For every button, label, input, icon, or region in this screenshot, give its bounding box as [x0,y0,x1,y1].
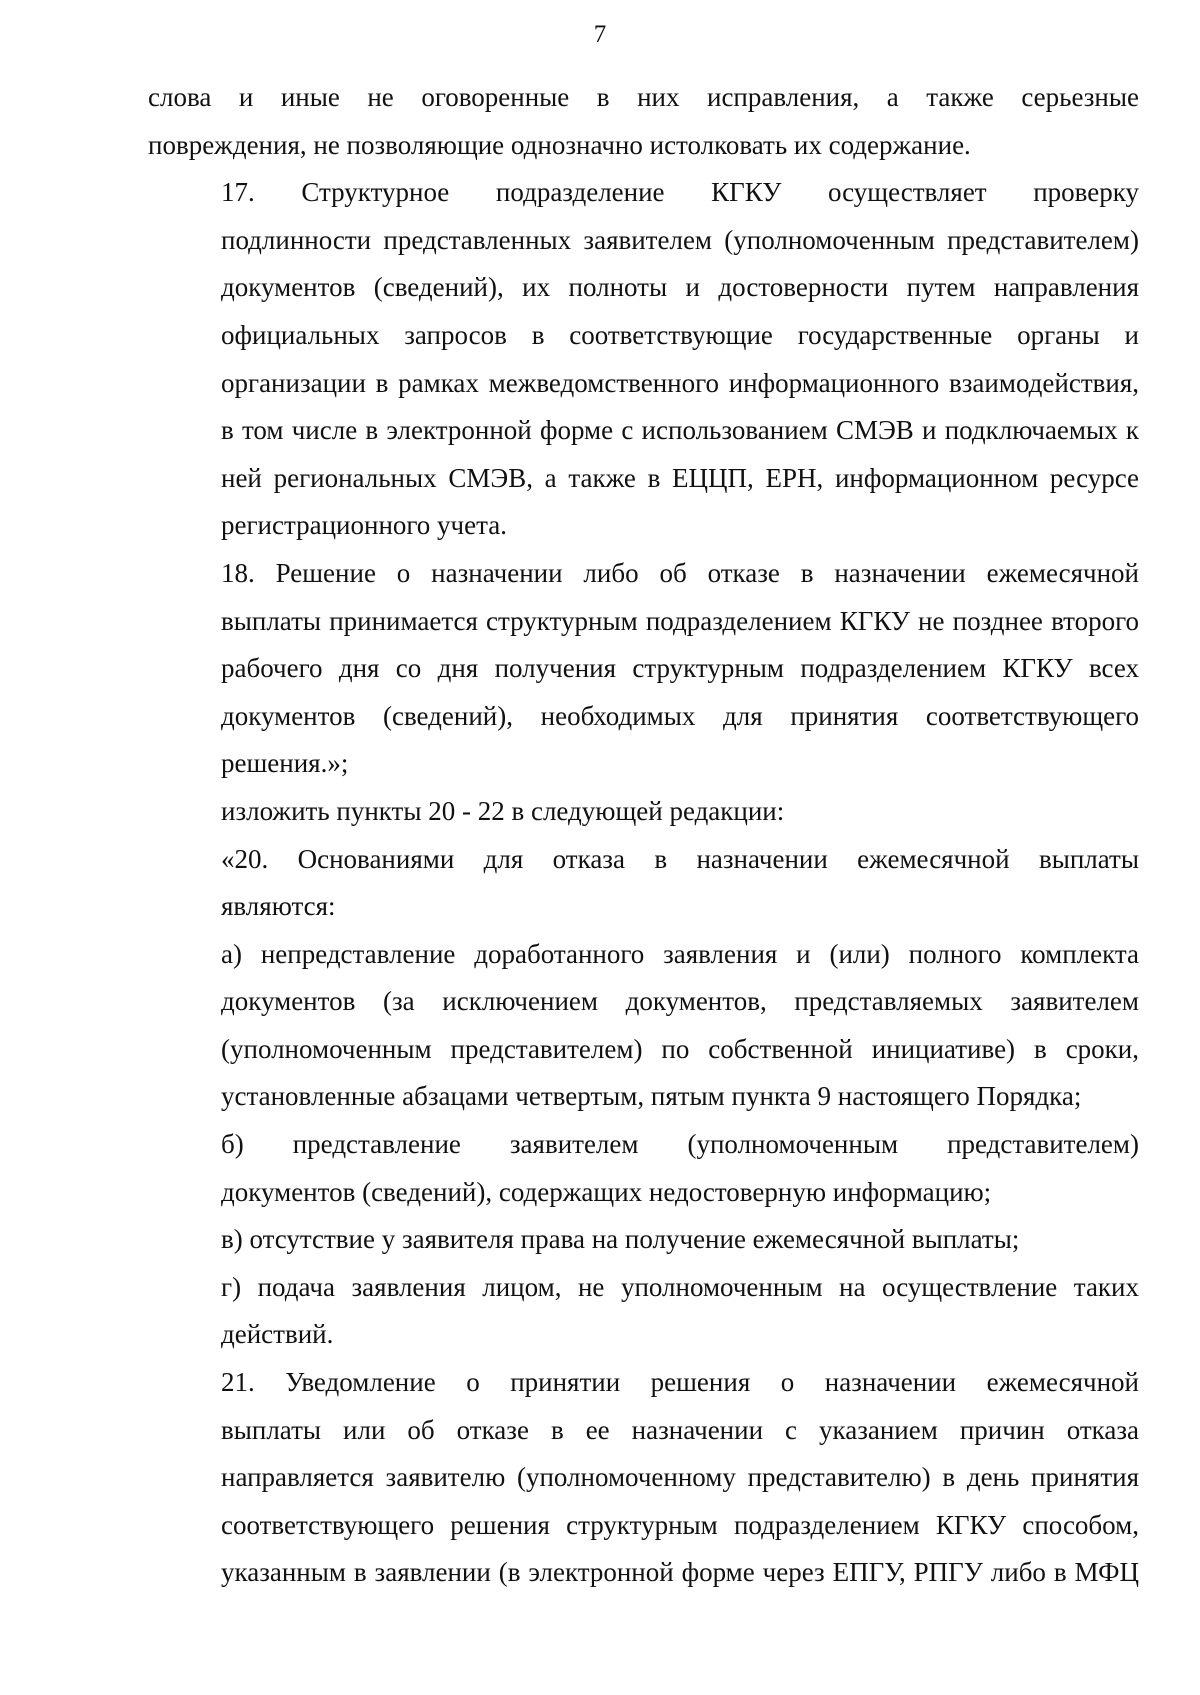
text-line: 17. Структурное подразделение КГКУ осуществляет проверку [221,177,1139,208]
text-line: г) подача заявления лицом, не уполномоченным на осуществление таких [221,1271,1139,1302]
text-line: подлинности представленных заявителем (уполномоченным представителем) [221,224,1139,255]
text-line: б) представление заявителем (уполномоченным представителем) [221,1129,1139,1160]
text-line: документов (сведений), содержащих недостоверную информацию; [221,1176,992,1207]
text-line: «20. Основаниями для отказа в назначении ежемесячной выплаты [221,843,1139,874]
text-line: а) непредставление доработанного заявления и (или) полного комплекта [221,938,1139,969]
text-line: документов (сведений), их полноты и достоверности путем направления [221,272,1139,303]
paragraph [148,550,1139,788]
text-line: рабочего дня со дня получения структурным подразделением КГКУ всех [221,653,1139,684]
page-number: 7 [593,21,607,48]
text-line: соответствующего решения структурным подразделением КГКУ способом, [221,1509,1139,1540]
text-line: слова и иные не оговоренные в них исправления, а также серьезные [148,82,1139,112]
paragraph [148,1216,1139,1264]
paragraph [148,74,1139,169]
text-line: повреждения, не позволяющие однозначно истолковать их содержание. [148,129,971,160]
text-line: ней региональных СМЭВ, а также в ЕЦЦП, ЕРН, информационном ресурсе [221,462,1139,493]
paragraph [148,1359,1139,1597]
paragraph [148,1264,1139,1359]
text-line: выплаты принимается структурным подразделением КГКУ не позднее второго [221,605,1139,636]
text-line: в том числе в электронной форме с использованием СМЭВ и подключаемых к [221,415,1139,446]
text-line: являются: [221,891,336,922]
text-line: установленные абзацами четвертым, пятым пункта 9 настоящего Порядка; [221,1081,1082,1112]
paragraph [148,836,1139,931]
text-line: 18. Решение о назначении либо об отказе в назначении ежемесячной [221,557,1139,588]
text-line: указанным в заявлении (в электронной форме через ЕПГУ, РПГУ либо в МФЦ [221,1557,1139,1588]
text-line: решения.»; [221,748,349,779]
paragraph [148,1121,1139,1216]
paragraph [148,788,1139,836]
text-line: документов (сведений), необходимых для принятия соответствующего [221,700,1139,731]
document-body [148,74,1139,1597]
text-line: (уполномоченным представителем) по собственной инициативе) в сроки, [221,1033,1139,1064]
paragraph [148,931,1139,1121]
paragraph [148,169,1139,550]
text-line: в) отсутствие у заявителя права на получение ежемесячной выплаты; [221,1224,1020,1255]
text-line: действий. [221,1319,334,1350]
text-line: изложить пункты 20 - 22 в следующей редакции: [221,795,785,826]
text-line: документов (за исключением документов, представляемых заявителем [221,986,1139,1017]
text-line: регистрационного учета. [221,510,507,541]
text-line: направляется заявителю (уполномоченному представителю) в день принятия [221,1462,1139,1493]
text-line: официальных запросов в соответствующие государственные органы и [221,319,1139,350]
text-line: выплаты или об отказе в ее назначении с указанием причин отказа [221,1414,1139,1445]
text-line: организации в рамках межведомственного информационного взаимодействия, [221,367,1139,398]
text-line: 21. Уведомление о принятии решения о назначении ежемесячной [221,1367,1139,1398]
